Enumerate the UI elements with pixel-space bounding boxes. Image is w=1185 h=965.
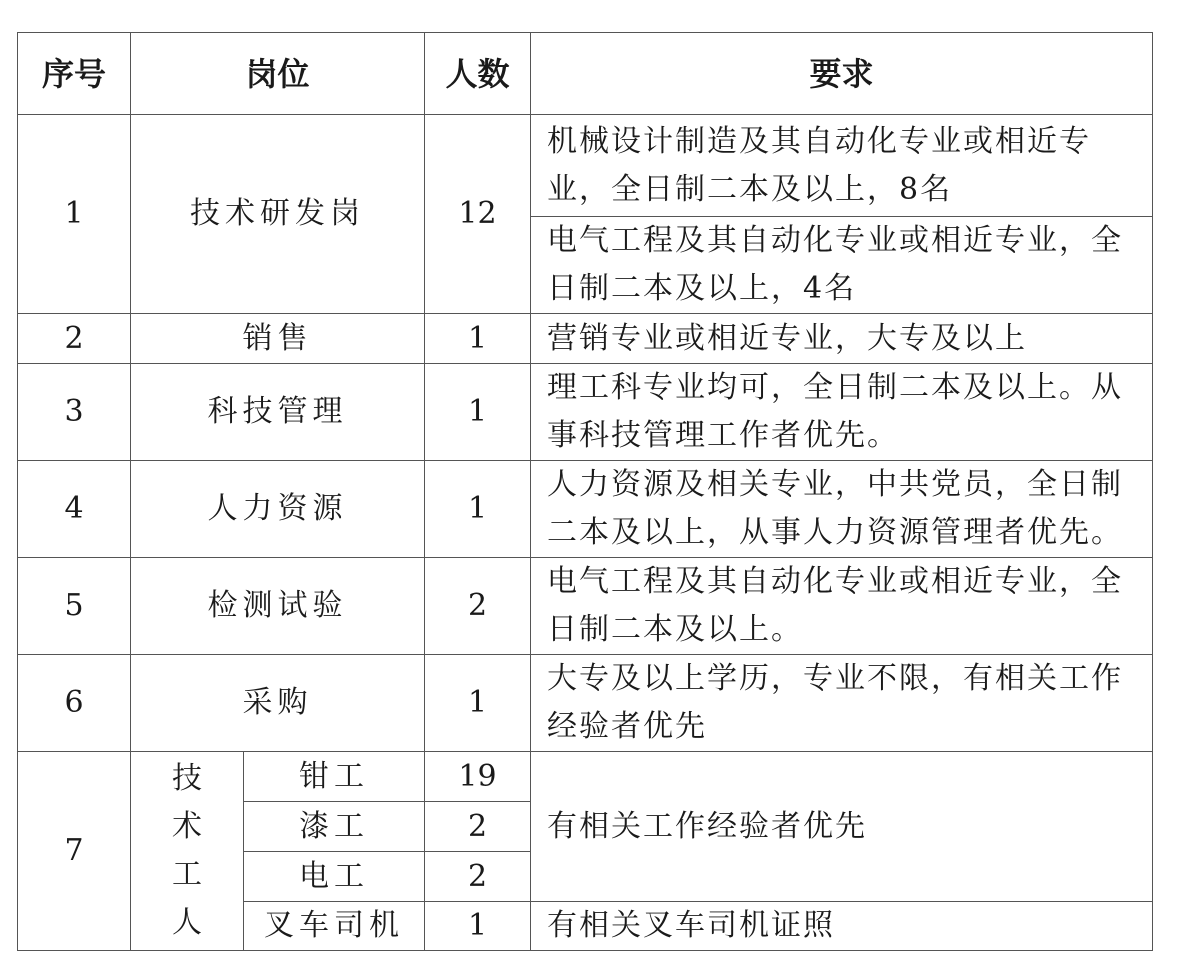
row-no: 3 xyxy=(18,364,131,461)
sub-count: 19 xyxy=(425,752,531,802)
sub-count: 2 xyxy=(425,802,531,852)
row-count: 1 xyxy=(425,461,531,558)
table-row xyxy=(18,115,1153,217)
table-row xyxy=(18,461,1153,558)
row-count: 1 xyxy=(425,655,531,752)
header-position: 岗位 xyxy=(131,33,425,115)
header-row xyxy=(18,33,1153,115)
header-requirement: 要求 xyxy=(531,33,1153,115)
row-requirement: 大专及以上学历，专业不限，有相关工作经验者优先 xyxy=(531,655,1153,752)
group-label: 技术工人 xyxy=(172,761,202,940)
sub-count: 1 xyxy=(425,902,531,951)
row-requirement: 电气工程及其自动化专业或相近专业，全日制二本及以上，4名 xyxy=(531,217,1153,314)
row-position: 检测试验 xyxy=(131,558,425,655)
row-count: 12 xyxy=(425,115,531,314)
row-no: 4 xyxy=(18,461,131,558)
row-no: 7 xyxy=(18,752,131,951)
header-count: 人数 xyxy=(425,33,531,115)
row-requirement: 人力资源及相关专业，中共党员，全日制二本及以上，从事人力资源管理者优先。 xyxy=(531,461,1153,558)
row-requirement: 有相关工作经验者优先 xyxy=(531,752,1153,902)
sub-count: 2 xyxy=(425,852,531,902)
table-row xyxy=(18,752,1153,802)
row-requirement: 营销专业或相近专业，大专及以上 xyxy=(531,314,1153,364)
row-group xyxy=(131,752,244,951)
row-requirement: 有相关叉车司机证照 xyxy=(531,902,1153,951)
row-no: 5 xyxy=(18,558,131,655)
header-no: 序号 xyxy=(18,33,131,115)
sub-position: 漆工 xyxy=(244,802,425,852)
recruitment-table xyxy=(17,32,1153,951)
row-no: 2 xyxy=(18,314,131,364)
row-count: 2 xyxy=(425,558,531,655)
row-count: 1 xyxy=(425,364,531,461)
row-position: 技术研发岗 xyxy=(131,115,425,314)
row-position: 采购 xyxy=(131,655,425,752)
row-position: 科技管理 xyxy=(131,364,425,461)
sub-position: 电工 xyxy=(244,852,425,902)
row-position: 销售 xyxy=(131,314,425,364)
table-row xyxy=(18,558,1153,655)
row-no: 6 xyxy=(18,655,131,752)
sub-position: 钳工 xyxy=(244,752,425,802)
row-no: 1 xyxy=(18,115,131,314)
row-count: 1 xyxy=(425,314,531,364)
row-position: 人力资源 xyxy=(131,461,425,558)
table-row xyxy=(18,314,1153,364)
table-row xyxy=(18,364,1153,461)
table-row xyxy=(18,655,1153,752)
sub-position: 叉车司机 xyxy=(244,902,425,951)
row-requirement: 机械设计制造及其自动化专业或相近专业，全日制二本及以上，8名 xyxy=(531,115,1153,217)
row-requirement: 理工科专业均可，全日制二本及以上。从事科技管理工作者优先。 xyxy=(531,364,1153,461)
row-requirement: 电气工程及其自动化专业或相近专业，全日制二本及以上。 xyxy=(531,558,1153,655)
